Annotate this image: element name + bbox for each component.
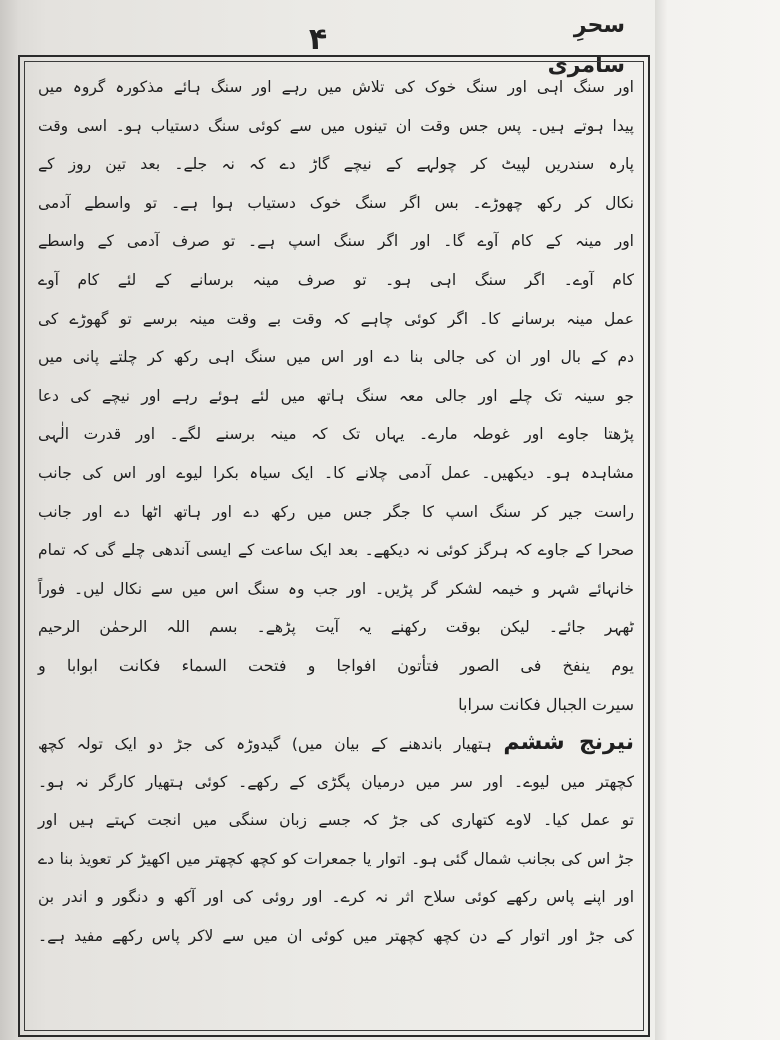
text-line: ٹھہر جائے۔ لیکن بوقت رکھنے یہ آیت پڑھے۔ بسم اللہ الرحمٰن الرحیم [38,618,634,637]
text-line: کچھتر میں لیوے۔ اور سر میں درمیان پگڑی کے رکھے۔ کوئی ہتھیار کارگر نہ ہو۔ [38,772,634,791]
text-line: عمل مینہ برسانے کا۔ اگر کوئی چاہے کہ وقت بے وقت مینہ برسے تو گھوڑے کی [38,309,634,328]
text-line: جو سینہ تک چلے اور جالی معہ سنگ ہاتھ میں لئے ہوئے رہے اور نیچے کی دعا [38,386,634,405]
text-line: مشاہدہ ہو۔ دیکھیں۔ عمل آدمی چلانے کا۔ ایک سیاہ بکرا لیوے اور اس کی جانب [38,463,634,482]
text-line: جڑ اس کی بجانب شمال گئی ہو۔ اتوار یا جمعرات کو کچھ کچھتر میں اکھیڑ کر تعویذ بنا دے [38,849,634,868]
text-line: اور مینہ کے کام آوے گا۔ اور اگر سنگ اسپ ہے۔ تو صرف آدمی کے واسطے [38,232,634,251]
section-heading-line [30,724,642,763]
section-heading-rest: ہتھیار باندھنے کے بیان میں) گیدوڑہ کی جڑ دو ایک تولہ کچھ [38,735,492,754]
quran-verse-line: یوم ینفخ فی الصور فتأتون افواجا و فتحت السماء فکانت ابوابا و [38,655,634,675]
page-number: ۴ [308,22,328,57]
book-spine-shadow [0,0,18,1040]
text-line: کی جڑ اور اتوار کے دن کچھ کچھتر میں کوئی ان میں سے لاکر پاس رکھے مفید ہے۔ [38,927,634,946]
book-title: سحرِ سامری [547,13,625,78]
quran-verse-line: سیرت الجبال فکانت سرابا [458,694,634,714]
text-line: راست جیر کر سنگ اسپ کا جگر جس میں رکھ دے اور ہاتھ اٹھا دے اور جانب [38,502,634,521]
text-line: نکال کر رکھ چھوڑے۔ بس اگر سنگ خوک دستیاب ہوا ہے۔ تو واسطے آدمی [38,193,634,212]
page-margin-right [655,0,780,1040]
text-line: پارہ سندریں لپیٹ کر چولہے کے نیچے گاڑ دے کہ نہ جلے۔ بعد تین روز کے [38,155,634,174]
text-line: تو عمل کیا۔ لاوے کتھاری کی جڑ کہ جسے زبان سنگی میں انجت کہتے ہیں اور [38,811,634,830]
text-line: اور اپنے پاس رکھے کوئی سلاح اثر نہ کرے۔ اور روئی کی اور آکھ و دنگور و اندر بن [38,888,634,907]
body-text [30,68,642,956]
text-line: کام آوے۔ اگر سنگ اہی ہو۔ تو صرف مینہ برسانے کے لئے کام آوے [38,270,634,289]
section-heading: نیرنج ششم [503,730,634,756]
text-line: صحرا کے جاوے کہ ہرگز کوئی نہ دیکھے۔ بعد ایک ساعت کے ایسی آندھی چلے گی کہ تمام [38,541,634,560]
text-line: پڑھتا جاوے اور غوطہ مارے۔ یہاں تک کہ مینہ برسنے لگے۔ اور قدرت الٰہی [38,425,634,444]
text-line: اور سنگ اہی اور سنگ خوک کی تلاش میں رہے اور سنگ ہائے مذکورہ گروہ میں [38,78,634,96]
text-line: پیدا ہوتے ہیں۔ پس جس وقت ان تینوں میں سے کوئی سنگ دستیاب ہو۔ اسی وقت [38,116,634,135]
text-line: خانہائے شہر و خیمہ لشکر گر پڑیں۔ اور جب وہ سنگ اس میں سے نکال لیں۔ فوراً [38,579,634,598]
text-line: دم کے بال اور ان کی جالی بنا دے اور اس میں سنگ اہی رکھ کر چلتے پانی میں [38,348,634,367]
